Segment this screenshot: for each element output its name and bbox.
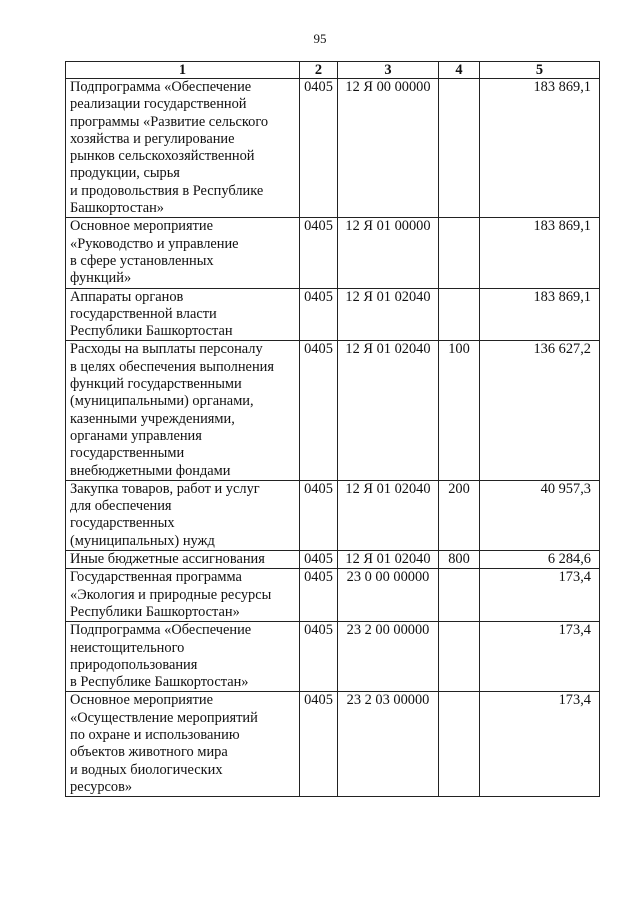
- row-code-cell: 12 Я 01 00000: [338, 218, 439, 288]
- row-amount-cell: 173,4: [480, 622, 600, 692]
- row-name-cell: Подпрограмма «Обеспечение неистощительного природопользования в Республике Башкортостан»: [66, 622, 300, 692]
- page-number: 95: [313, 31, 327, 46]
- row-amount-cell: 40 957,3: [480, 480, 600, 550]
- row-type-cell: [439, 218, 480, 288]
- row-type-cell: 100: [439, 341, 480, 480]
- table-row: [66, 218, 600, 288]
- table-row: [66, 569, 600, 622]
- row-name-cell: Подпрограмма «Обеспечение реализации государственной программы «Развитие сельского хозяйства и регулирование рынков сельскохозяйственной продукции, сырья и продовольствия в Республике Башкортостан»: [66, 79, 300, 218]
- row-amount-cell: 136 627,2: [480, 341, 600, 480]
- row-name-cell: Государственная программа «Экология и природные ресурсы Республики Башкортостан»: [66, 569, 300, 622]
- table-row: [66, 480, 600, 550]
- table-row: [66, 79, 600, 218]
- row-name-cell: Основное мероприятие «Осуществление мероприятий по охране и использованию объектов животного мира и водных биологических ресурсов»: [66, 692, 300, 797]
- table-row: [66, 622, 600, 692]
- row-name-cell: Иные бюджетные ассигнования: [66, 551, 300, 569]
- row-section-cell: 0405: [300, 551, 338, 569]
- column-header-1: 1: [66, 62, 300, 79]
- row-section-cell: 0405: [300, 480, 338, 550]
- column-header-4: 4: [439, 62, 480, 79]
- row-type-cell: [439, 569, 480, 622]
- row-code-cell: 12 Я 01 02040: [338, 480, 439, 550]
- row-section-cell: 0405: [300, 218, 338, 288]
- row-code-cell: 23 2 00 00000: [338, 622, 439, 692]
- row-code-cell: 12 Я 01 02040: [338, 341, 439, 480]
- row-section-cell: 0405: [300, 288, 338, 341]
- row-amount-cell: 183 869,1: [480, 218, 600, 288]
- row-type-cell: [439, 622, 480, 692]
- table-row: [66, 288, 600, 341]
- row-name-cell: Расходы на выплаты персоналу в целях обеспечения выполнения функций государственными (муниципальными) органами, казенными учреждениями, органами управления государственными внебюджетными фондами: [66, 341, 300, 480]
- table-row: [66, 341, 600, 480]
- row-section-cell: 0405: [300, 692, 338, 797]
- row-name-cell: Закупка товаров, работ и услуг для обеспечения государственных (муниципальных) нужд: [66, 480, 300, 550]
- row-section-cell: 0405: [300, 79, 338, 218]
- row-type-cell: 200: [439, 480, 480, 550]
- table-header-row: [66, 62, 600, 79]
- row-type-cell: [439, 288, 480, 341]
- row-amount-cell: 183 869,1: [480, 79, 600, 218]
- table-row: [66, 692, 600, 797]
- row-name-cell: Аппараты органов государственной власти Республики Башкортостан: [66, 288, 300, 341]
- column-header-2: 2: [300, 62, 338, 79]
- column-header-3: 3: [338, 62, 439, 79]
- budget-table: [65, 61, 600, 797]
- row-code-cell: 12 Я 01 02040: [338, 551, 439, 569]
- row-code-cell: 23 0 00 00000: [338, 569, 439, 622]
- row-code-cell: 12 Я 00 00000: [338, 79, 439, 218]
- row-name-cell: Основное мероприятие «Руководство и управление в сфере установленных функций»: [66, 218, 300, 288]
- row-type-cell: [439, 79, 480, 218]
- table-row: [66, 551, 600, 569]
- column-header-5: 5: [480, 62, 600, 79]
- row-amount-cell: 173,4: [480, 569, 600, 622]
- row-amount-cell: 6 284,6: [480, 551, 600, 569]
- row-code-cell: 12 Я 01 02040: [338, 288, 439, 341]
- row-amount-cell: 173,4: [480, 692, 600, 797]
- row-section-cell: 0405: [300, 622, 338, 692]
- row-type-cell: [439, 692, 480, 797]
- row-amount-cell: 183 869,1: [480, 288, 600, 341]
- row-code-cell: 23 2 03 00000: [338, 692, 439, 797]
- row-section-cell: 0405: [300, 569, 338, 622]
- row-type-cell: 800: [439, 551, 480, 569]
- row-section-cell: 0405: [300, 341, 338, 480]
